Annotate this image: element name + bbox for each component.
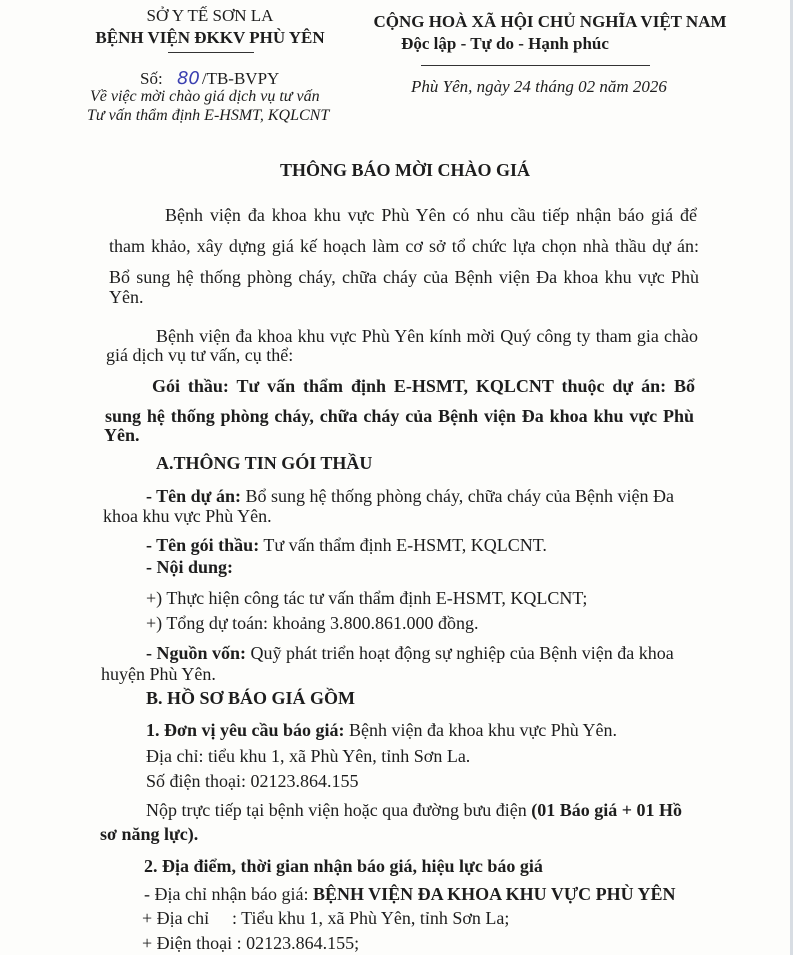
motto-underline xyxy=(421,65,650,66)
para1-line1: Bệnh viện đa khoa khu vực Phù Yên có nhu cầu tiếp nhận báo giá để xyxy=(165,205,697,225)
project-name-value: Bổ sung hệ thống phòng cháy, chữa cháy của Bệnh viện Đa xyxy=(245,486,674,506)
requester-row xyxy=(146,720,617,741)
requester-address: Địa chỉ: tiểu khu 1, xã Phù Yên, tỉnh Sơn La. xyxy=(146,746,471,766)
project-name-label: - Tên dự án: xyxy=(146,486,241,506)
receiving-addr-label: + Địa chỉ xyxy=(142,908,210,928)
motto: Độc lập - Tự do - Hạnh phúc xyxy=(401,34,609,53)
funding-label: - Nguồn vốn: xyxy=(146,643,247,663)
doc-number-handwritten: 80 xyxy=(176,68,200,89)
receiving-address-row xyxy=(144,884,676,905)
header-left-rule xyxy=(168,52,254,53)
receiving-addr-value: : Tiểu khu 1, xã Phù Yên, tỉnh Sơn La; xyxy=(232,908,510,928)
content-item-2: +) Tổng dự toán: khoảng 3.800.861.000 đồng. xyxy=(146,613,479,633)
requester-label: 1. Đơn vị yêu cầu báo giá: xyxy=(146,720,345,740)
submission-text: Nộp trực tiếp tại bệnh viện hoặc qua đường bưu điện xyxy=(146,800,527,820)
requester-phone: Số điện thoại: 02123.864.155 xyxy=(146,771,359,791)
package-line1: Gói thầu: Tư vấn thẩm định E-HSMT, KQLCNT thuộc dự án: Bổ xyxy=(152,376,695,396)
doc-number-suffix: /TB-BVPY xyxy=(201,69,280,88)
content-item-1: +) Thực hiện công tác tư vấn thẩm định E-HSMT, KQLCNT; xyxy=(146,588,588,608)
funding-value: Quỹ phát triển hoạt động sự nghiệp của Bệnh viện đa khoa xyxy=(250,643,674,663)
subject-line-1: Về việc mời chào giá dịch vụ tư vấn xyxy=(90,88,320,105)
agency-name: SỞ Y TẾ SƠN LA xyxy=(146,6,274,25)
funding-line2: huyện Phù Yên. xyxy=(101,664,216,684)
receiving-addr-row xyxy=(142,908,509,929)
para2-line2: giá dịch vụ tư vấn, cụ thể: xyxy=(106,345,294,365)
hospital-name: BỆNH VIỆN ĐKKV PHÙ YÊN xyxy=(95,28,325,47)
section-b-heading: B. HỒ SƠ BÁO GIÁ GỒM xyxy=(146,688,356,708)
receiving-phone: + Điện thoại : 02123.864.155; xyxy=(142,933,360,953)
para1-line2: tham khảo, xây dựng giá kế hoạch làm cơ sở tổ chức lựa chọn nhà thầu dự án: xyxy=(109,236,699,256)
receiving-label: - Địa chỉ nhận báo giá: xyxy=(144,884,309,904)
para1-line4: Yên. xyxy=(109,287,144,307)
receiving-value: BỆNH VIỆN ĐA KHOA KHU VỰC PHÙ YÊN xyxy=(312,884,676,904)
subject-line-2: Tư vấn thẩm định E-HSMT, KQLCNT xyxy=(87,107,330,124)
package-line2: sung hệ thống phòng cháy, chữa cháy của Bệnh viện Đa khoa khu vực Phù xyxy=(105,406,694,426)
notice-title: THÔNG BÁO MỜI CHÀO GIÁ xyxy=(279,160,530,180)
country-name: CỘNG HOÀ XÃ HỘI CHỦ NGHĨA VIỆT NAM xyxy=(373,12,727,31)
doc-number-prefix: Số: xyxy=(140,69,163,88)
content-label: - Nội dung: xyxy=(146,557,234,577)
submission-line1 xyxy=(146,800,682,821)
item2-heading: 2. Địa điểm, thời gian nhận báo giá, hiệu lực báo giá xyxy=(144,856,543,876)
funding-line1 xyxy=(146,643,674,664)
requester-value: Bệnh viện đa khoa khu vực Phù Yên. xyxy=(348,720,618,740)
package-name-value: Tư vấn thẩm định E-HSMT, KQLCNT. xyxy=(263,535,547,555)
package-line3: Yên. xyxy=(104,425,140,445)
project-name-line2: khoa khu vực Phù Yên. xyxy=(103,506,272,526)
package-name-row xyxy=(146,535,547,556)
document-number xyxy=(140,68,279,89)
package-name-label: - Tên gói thầu: xyxy=(146,535,260,555)
submission-bold: (01 Báo giá + 01 Hồ xyxy=(531,800,682,820)
section-a-heading: A.THÔNG TIN GÓI THẦU xyxy=(156,453,373,473)
submission-line2: sơ năng lực). xyxy=(100,824,199,844)
para1-line3: Bổ sung hệ thống phòng cháy, chữa cháy của Bệnh viện Đa khoa khu vực Phù xyxy=(109,267,699,287)
place-date: Phù Yên, ngày 24 tháng 02 năm 2026 xyxy=(411,77,667,96)
project-name-line1 xyxy=(146,486,674,507)
para2-line1: Bệnh viện đa khoa khu vực Phù Yên kính mời Quý công ty tham gia chào xyxy=(156,326,698,346)
